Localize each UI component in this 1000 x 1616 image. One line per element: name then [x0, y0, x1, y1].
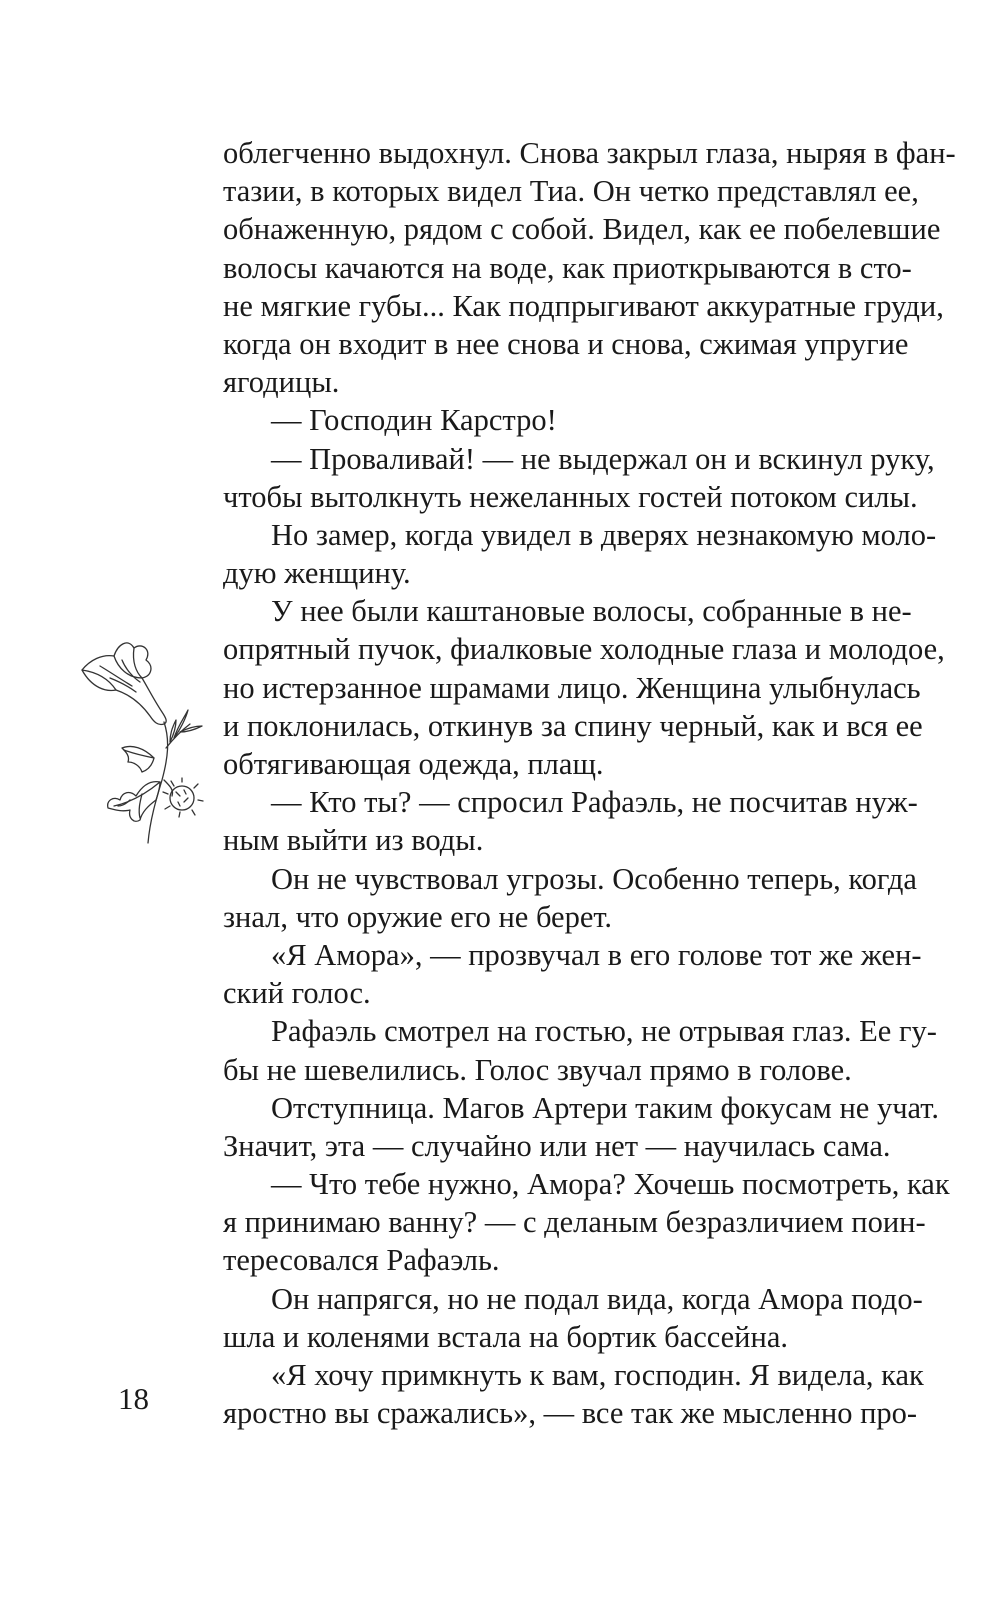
text-line: опрятный пучок, фиалковые холодные глаза и молодое, [223, 632, 945, 667]
text-line: знал, что оружие его не берет. [223, 899, 613, 934]
text-line: Отступница. Магов Артери таким фокусам не учат. [271, 1090, 939, 1125]
body-text [223, 134, 956, 1432]
text-line: — Что тебе нужно, Амора? Хочешь посмотреть, как [271, 1167, 950, 1202]
text-line: — Господин Карстро! [271, 403, 557, 438]
text-line: Рафаэль смотрел на гостью, не отрывая глаз. Ее гу- [271, 1014, 937, 1049]
text-line: Он не чувствовал угрозы. Особенно теперь, когда [271, 861, 917, 896]
text-line: тазии, в которых видел Тиа. Он четко представлял ее, [223, 174, 919, 209]
text-line: Но замер, когда увидел в дверях незнакомую моло- [271, 517, 937, 552]
text-line: и поклонилась, откинув за спину черный, как и вся ее [223, 708, 923, 743]
text-line: ным выйти из воды. [223, 823, 484, 858]
text-line: бы не шевелились. Голос звучал прямо в голове. [223, 1052, 852, 1087]
text-line: обнаженную, рядом с собой. Видел, как ее побелевшие [223, 212, 941, 247]
text-line: шла и коленями встала на бортик бассейна. [223, 1319, 788, 1354]
text-line: обтягивающая одежда, плащ. [223, 747, 604, 781]
page-number: 18 [118, 1381, 149, 1416]
text-line: тересовался Рафаэль. [223, 1243, 500, 1278]
text-line: дую женщину. [223, 556, 411, 591]
text-line: яростно вы сражались», — все так же мысленно про- [223, 1396, 918, 1431]
text-line: волосы качаются на воде, как приоткрываются в сто- [223, 250, 912, 285]
text-line: облегченно выдохнул. Снова закрыл глаза, ныряя в фан- [223, 136, 956, 170]
text-line: ский голос. [223, 976, 371, 1011]
text-line: когда он входит в нее снова и снова, сжимая упругие [223, 326, 909, 361]
text-line: не мягкие губы... Как подпрыгивают аккуратные груди, [223, 288, 944, 323]
text-line: «Я хочу примкнуть к вам, господин. Я видела, как [271, 1358, 924, 1392]
text-line: — Кто ты? — спросил Рафаэль, не посчитав нуж- [271, 785, 918, 820]
text-line: я принимаю ванну? — с деланым безразличием поин- [223, 1205, 926, 1240]
text-line: «Я Амора», — прозвучал в его голове тот же жен- [271, 937, 922, 972]
text-line: Значит, эта — случайно или нет — научилась сама. [223, 1128, 891, 1163]
text-line: но истерзанное шрамами лицо. Женщина улыбнулась [223, 670, 921, 705]
text-line: Он напрягся, но не подал вида, когда Амора подо- [271, 1281, 923, 1316]
text-line: ягодицы. [223, 365, 340, 400]
text-line: У нее были каштановые волосы, собранные в не- [271, 594, 912, 629]
text-line: чтобы вытолкнуть нежеланных гостей потоком силы. [223, 479, 918, 514]
text-line: — Проваливай! — не выдержал он и вскинул руку, [271, 441, 935, 476]
flower-illustration-icon [70, 630, 220, 845]
